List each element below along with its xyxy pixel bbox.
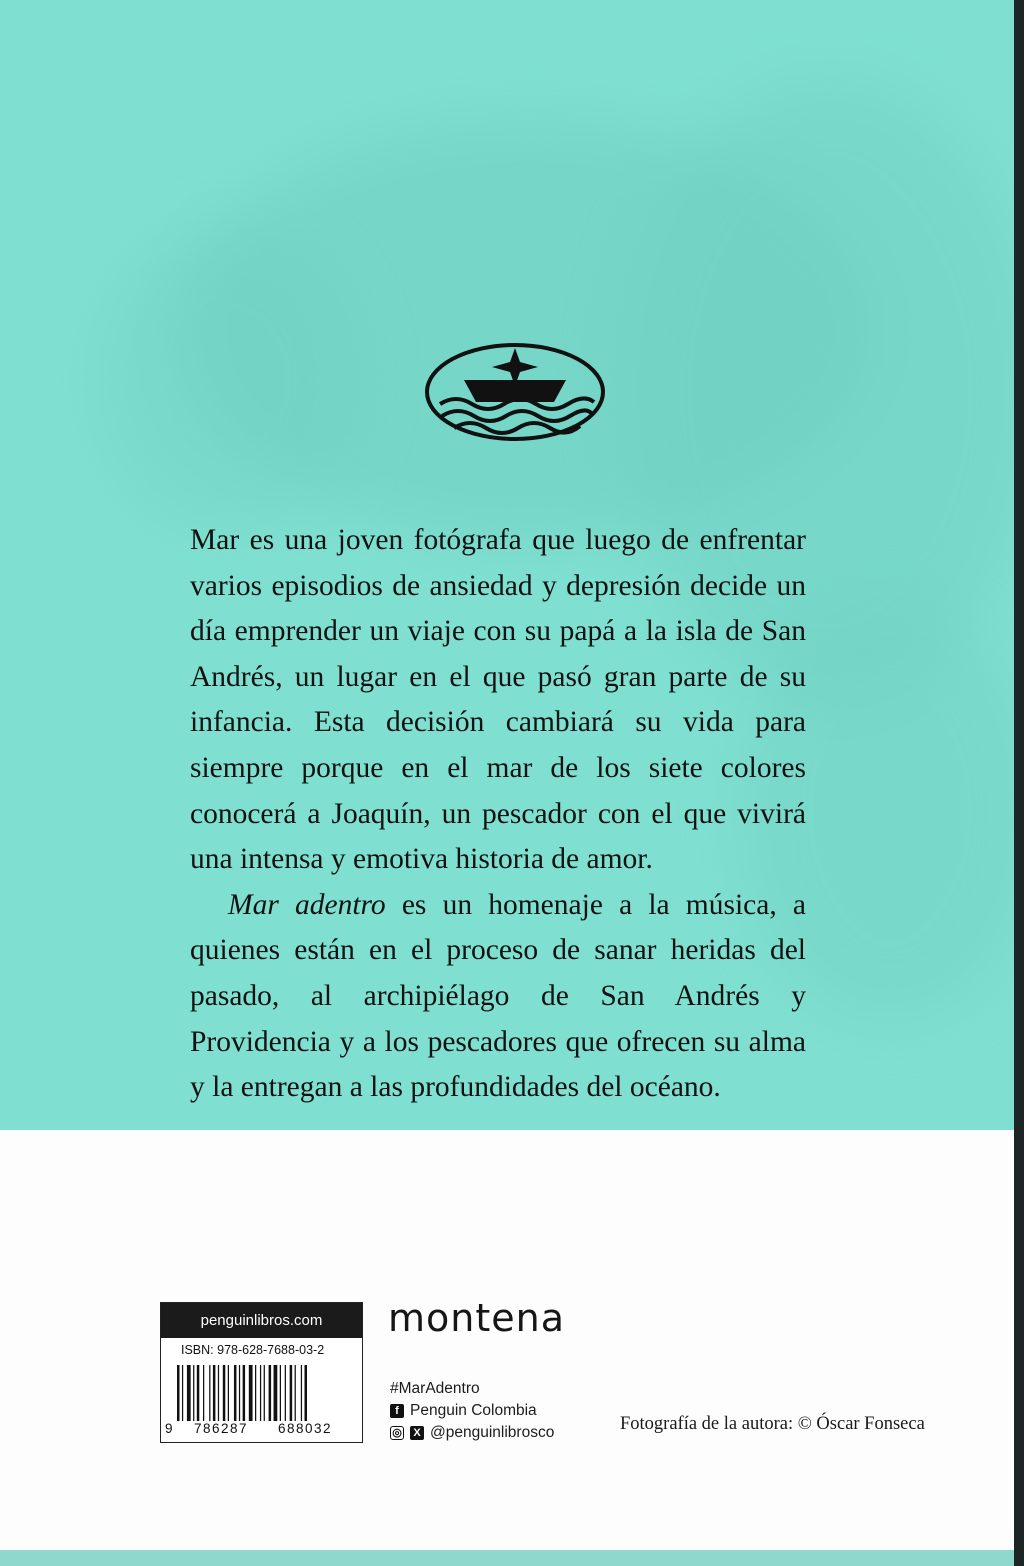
social-handle: @penguinlibrosco [430,1424,555,1441]
barcode-bar [213,1365,216,1421]
barcode-bar [223,1365,226,1421]
publisher-website: penguinlibros.com [161,1303,362,1338]
bottom-teal-stripe [0,1550,1024,1566]
synopsis-paragraph-1: Mar es una joven fotógrafa que luego de enfrentar varios episodios de ansiedad y depresión decide un día emprender un viaje con su papá a la isla de San Andrés, un lugar en el que pasó gran parte de su infancia. Esta decisión cambiará su vida para siempre porque en el mar de los siete colores conocerá a Joaquín, un pescador con el que vivirá una intensa y emotiva historia de amor. [190,524,806,876]
isbn-number: ISBN: 978-628-7688-03-2 [181,1343,325,1357]
barcode-bar [239,1365,240,1421]
barcode-bars [177,1365,347,1421]
white-footer-panel [0,1130,1024,1550]
synopsis-text [190,518,806,1111]
barcode-digits-left: 786287 [193,1421,249,1436]
barcode-digits [165,1421,359,1436]
x-icon: X [410,1426,424,1440]
barcode-bar [187,1365,191,1421]
barcode-bar [274,1365,278,1421]
barcode-bar [255,1365,256,1421]
hashtag-text: #MarAdentro [390,1380,480,1397]
barcode-bar [209,1365,210,1421]
barcode-bar [203,1365,204,1421]
barcode-bar [218,1365,219,1421]
instagram-icon: ◎ [390,1426,404,1440]
barcode-bar [264,1365,265,1421]
barcode-bar [177,1365,180,1421]
barcode-digit-first: 9 [165,1421,173,1436]
barcode-bar [228,1365,229,1421]
watercolor-stain [100,230,360,530]
publisher-logo: montena [388,1296,565,1340]
barcode-bar [285,1365,286,1421]
barcode-bar [193,1365,194,1421]
barcode-bar [269,1365,272,1421]
barcode-bar [305,1365,308,1421]
barcode-bar [182,1365,183,1421]
photo-credit: Fotografía de la autora: © Óscar Fonseca [620,1414,925,1434]
barcode-bar [301,1365,302,1421]
synopsis-paragraph-2 [190,883,806,1111]
cover-edge-shadow [1014,0,1024,1566]
barcode-digits-right: 688032 [277,1421,333,1436]
barcode-label [160,1302,363,1443]
instagram-x-row [390,1422,554,1444]
hashtag-row [390,1378,554,1400]
barcode-bar [295,1365,296,1421]
facebook-name: Penguin Colombia [410,1402,537,1419]
book-title-italic: Mar adentro [228,888,386,921]
barcode-bar [243,1365,246,1421]
facebook-icon: f [390,1404,404,1418]
synopsis-paragraph-2-rest: es un homenaje a la música, a quienes están en el proceso de sanar heridas del pasado, al archipiélago de San Andrés y Providencia y a los pescadores que ofrecen su alma y la entregan a las profundidades del océano. [190,888,806,1104]
facebook-row [390,1400,554,1422]
barcode-bar [197,1365,200,1421]
barcode-bar [280,1365,281,1421]
barcode-bar [260,1365,261,1421]
barcode-bar [234,1365,237,1421]
barcode-bar [249,1365,253,1421]
social-links [390,1378,554,1444]
boat-emblem-icon [424,340,606,444]
barcode-bar [290,1365,293,1421]
